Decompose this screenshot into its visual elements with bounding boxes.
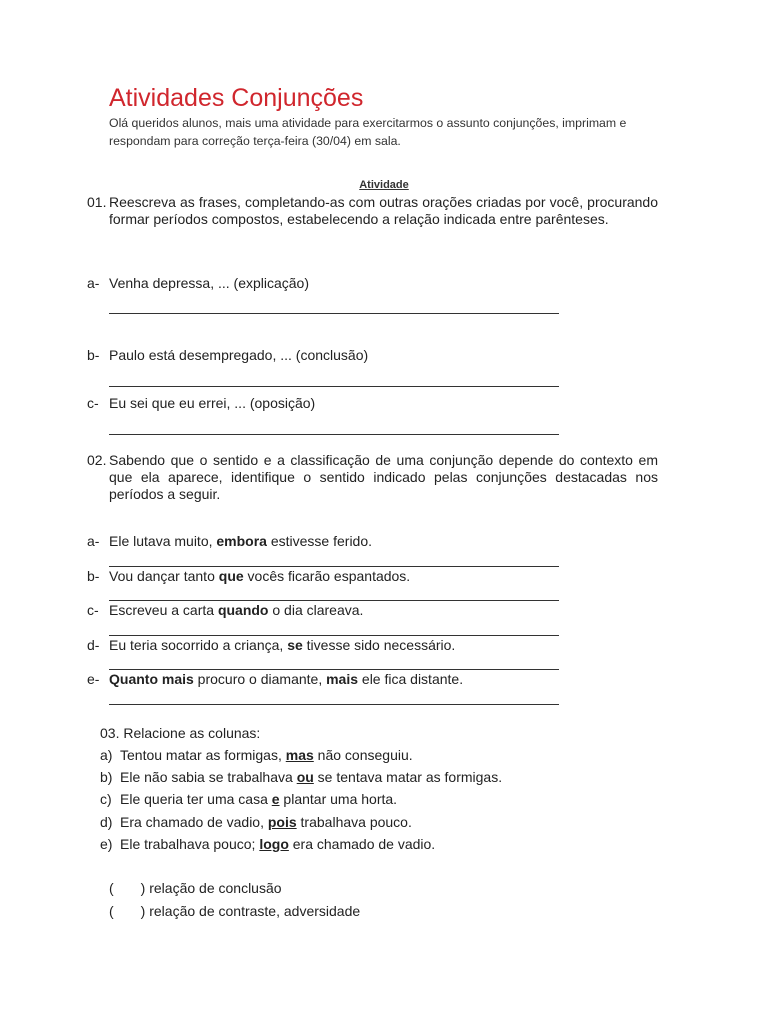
question-02 bbox=[87, 452, 658, 503]
item-letter: d- bbox=[87, 637, 100, 653]
answer-blank-close[interactable]: ) bbox=[140, 903, 146, 919]
highlighted-conjunction: se bbox=[287, 637, 303, 653]
highlighted-conjunction: ou bbox=[296, 769, 314, 785]
item-letter: e- bbox=[87, 671, 100, 687]
item-text-after: era chamado de vadio. bbox=[288, 836, 436, 852]
relation-label: relação de conclusão bbox=[149, 880, 282, 896]
q2-item-d bbox=[87, 637, 455, 654]
q3-item-e bbox=[100, 836, 435, 853]
item-text-before: Escreveu a carta bbox=[109, 602, 218, 618]
q2-item-a bbox=[87, 533, 372, 550]
relation-option bbox=[109, 903, 360, 919]
q2-item-b bbox=[87, 568, 410, 585]
item-text-before: Eu teria socorrido a criança, bbox=[109, 637, 288, 653]
highlighted-conjunction: que bbox=[218, 568, 244, 584]
question-prompt: Reescreva as frases, completando-as com outras orações criadas por você, procurando formar períodos compostos, estabelecendo a relação indicada entre parênteses. bbox=[109, 194, 658, 227]
question-prompt: Sabendo que o sentido e a classificação de uma conjunção depende do contexto em que ela aparece, identifique o sentido indicado pelas conjunções destacadas nos períodos a seguir. bbox=[109, 452, 658, 502]
answer-blank-open[interactable]: ( bbox=[109, 903, 114, 919]
answer-line[interactable] bbox=[109, 566, 559, 567]
item-text-before: Ele não sabia se trabalhava bbox=[120, 769, 297, 785]
q3-item-a bbox=[100, 747, 413, 764]
item-text-after: não conseguiu. bbox=[313, 747, 413, 763]
item-letter: b) bbox=[100, 769, 113, 785]
highlighted-conjunction: Quanto mais bbox=[109, 671, 194, 687]
item-text-before: Ele lutava muito, bbox=[109, 533, 217, 549]
q2-item-c bbox=[87, 602, 363, 619]
highlighted-conjunction: embora bbox=[216, 533, 267, 549]
item-text-before: Era chamado de vadio, bbox=[120, 814, 268, 830]
answer-line[interactable] bbox=[109, 313, 559, 314]
q1-item-a bbox=[87, 275, 309, 292]
item-text-after: tivesse sido necessário. bbox=[302, 637, 456, 653]
page-title: Atividades Conjunções bbox=[109, 84, 364, 112]
item-text-before: Ele trabalhava pouco; bbox=[120, 836, 260, 852]
highlighted-conjunction: mas bbox=[285, 747, 314, 763]
item-text-after: plantar uma horta. bbox=[279, 791, 398, 807]
item-text-middle: procuro o diamante, bbox=[193, 671, 327, 687]
question-number: 02. bbox=[87, 452, 107, 468]
q1-item-b bbox=[87, 347, 368, 364]
section-heading: Atividade bbox=[359, 179, 409, 191]
answer-line[interactable] bbox=[109, 600, 559, 601]
item-text-after: se tentava matar as formigas. bbox=[313, 769, 503, 785]
item-letter: b- bbox=[87, 347, 100, 363]
highlighted-conjunction: pois bbox=[267, 814, 297, 830]
intro-text: Olá queridos alunos, mais uma atividade para exercitarmos o assunto conjunções, imprimam e respondam para correção terça-feira (30/04) em sala. bbox=[109, 116, 627, 148]
item-letter: c- bbox=[87, 395, 99, 411]
item-text-after: o dia clareava. bbox=[268, 602, 364, 618]
item-letter: a- bbox=[87, 275, 100, 291]
item-text-before: Vou dançar tanto bbox=[109, 568, 219, 584]
item-text-after: ele fica distante. bbox=[358, 671, 464, 687]
q2-item-e bbox=[87, 671, 463, 688]
relation-label: relação de contraste, adversidade bbox=[149, 903, 361, 919]
answer-line[interactable] bbox=[109, 434, 559, 435]
answer-blank-close[interactable]: ) bbox=[140, 880, 146, 896]
item-text-after: estivesse ferido. bbox=[266, 533, 373, 549]
item-text-after: trabalhava pouco. bbox=[296, 814, 412, 830]
q1-item-c bbox=[87, 395, 315, 412]
highlighted-conjunction: mais bbox=[326, 671, 359, 687]
item-text: Paulo está desempregado, ... (conclusão) bbox=[109, 347, 369, 363]
relation-option bbox=[109, 880, 282, 896]
item-letter: c- bbox=[87, 602, 99, 618]
answer-line[interactable] bbox=[109, 386, 559, 387]
item-letter: a- bbox=[87, 533, 100, 549]
item-letter: e) bbox=[100, 836, 113, 852]
item-letter: c) bbox=[100, 791, 112, 807]
answer-line[interactable] bbox=[109, 635, 559, 636]
item-text-before: Tentou matar as formigas, bbox=[120, 747, 286, 763]
q3-item-c bbox=[100, 791, 397, 808]
question-number: 01. bbox=[87, 194, 107, 210]
answer-line[interactable] bbox=[109, 704, 559, 705]
item-letter: b- bbox=[87, 568, 100, 584]
question-03-heading: 03. Relacione as colunas: bbox=[100, 725, 261, 741]
item-text: Eu sei que eu errei, ... (oposição) bbox=[109, 395, 316, 411]
item-text-before: Ele queria ter uma casa bbox=[120, 791, 272, 807]
highlighted-conjunction: e bbox=[271, 791, 280, 807]
highlighted-conjunction: quando bbox=[217, 602, 269, 618]
question-01 bbox=[87, 194, 658, 228]
item-text-after: vocês ficarão espantados. bbox=[243, 568, 411, 584]
answer-blank-open[interactable]: ( bbox=[109, 880, 114, 896]
item-letter: d) bbox=[100, 814, 113, 830]
highlighted-conjunction: logo bbox=[259, 836, 289, 852]
q3-item-d bbox=[100, 814, 412, 831]
item-letter: a) bbox=[100, 747, 113, 763]
answer-line[interactable] bbox=[109, 669, 559, 670]
q3-item-b bbox=[100, 769, 502, 786]
item-text: Venha depressa, ... (explicação) bbox=[109, 275, 310, 291]
